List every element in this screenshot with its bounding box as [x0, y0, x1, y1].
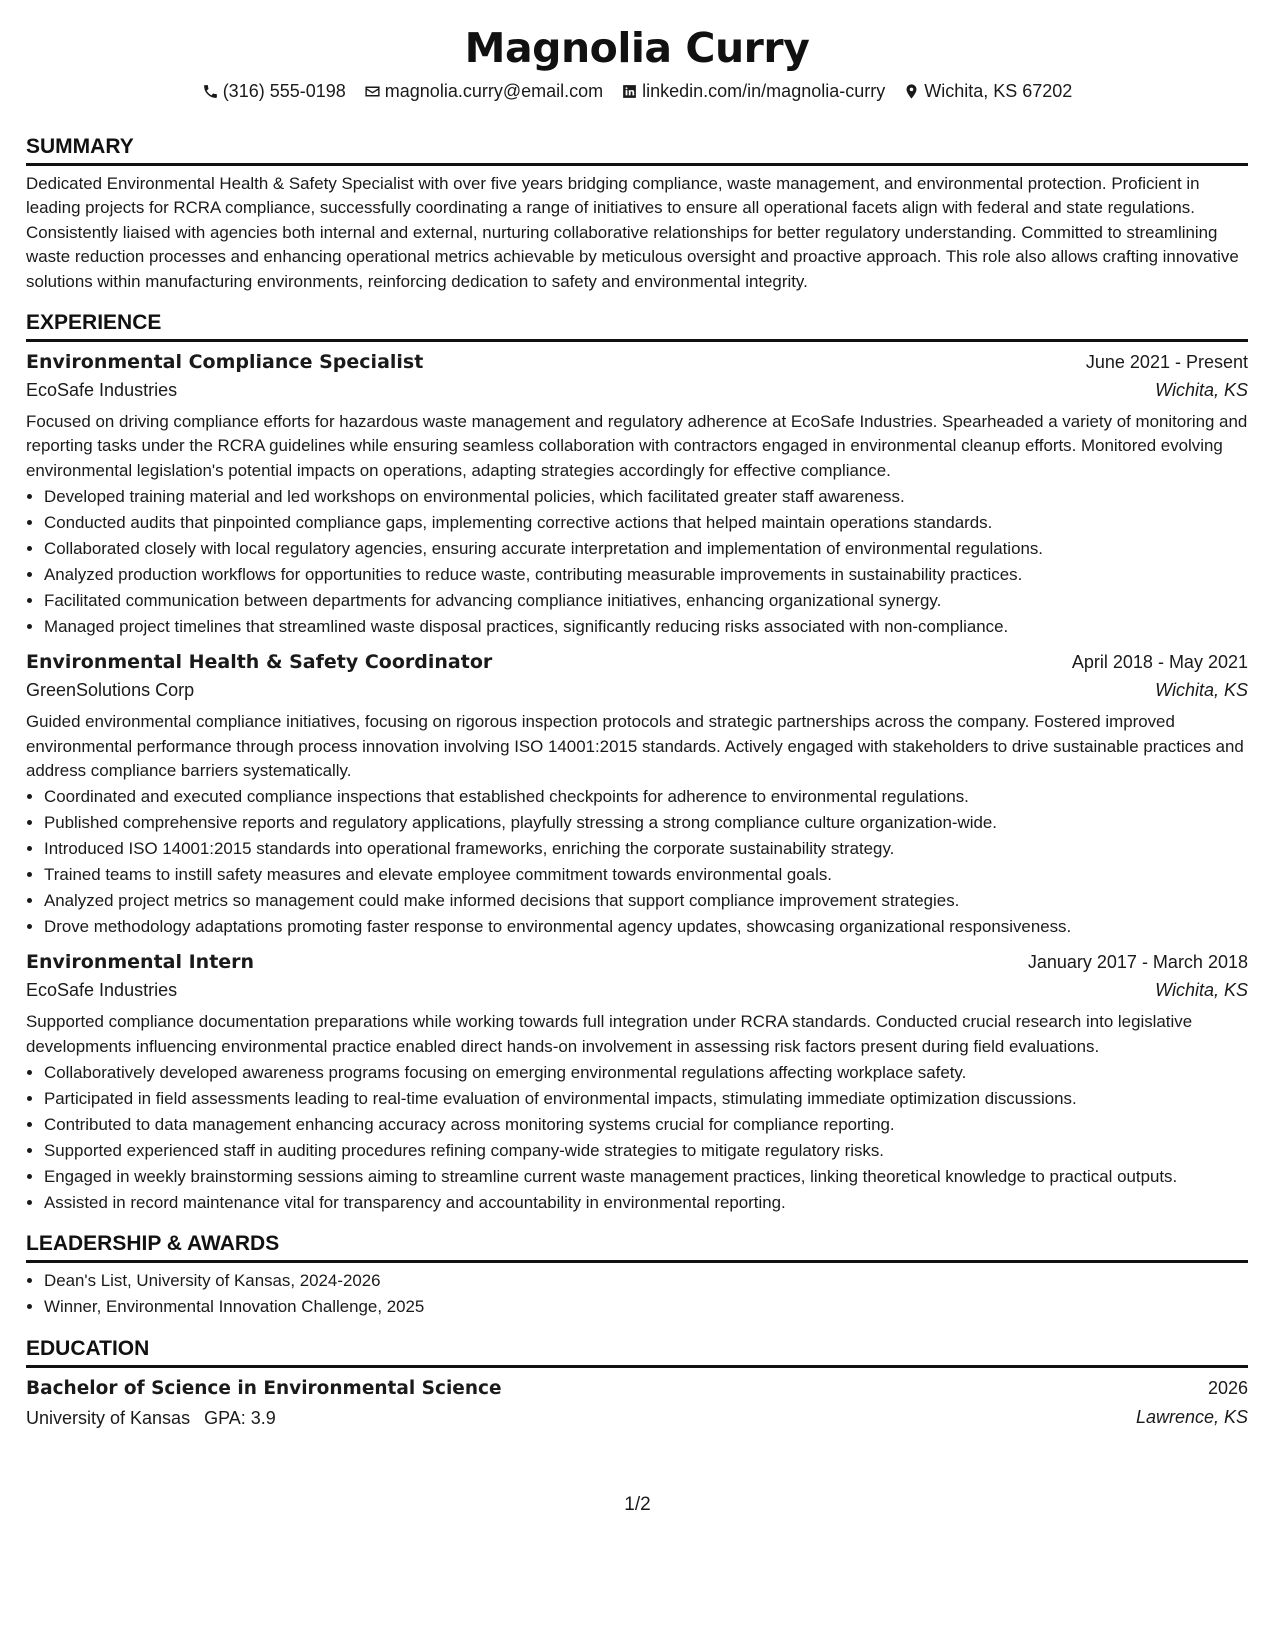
list-item: • Assisted in record maintenance vital for transparency and accountability in environmental reporting. — [44, 1191, 1248, 1215]
job-title: Environmental Health & Safety Coordinator — [26, 651, 493, 674]
awards-list — [26, 1269, 1248, 1319]
job-location: Wichita, KS — [1155, 380, 1248, 401]
list-item: • Trained teams to instill safety measures and elevate employee commitment towards environmental goals. — [44, 863, 1248, 887]
education-school: University of Kansas — [26, 1407, 191, 1428]
email-text: magnolia.curry@email.com — [384, 81, 604, 101]
list-item: • Published comprehensive reports and regulatory applications, playfully stressing a strong compliance culture organization-wide. — [44, 811, 1248, 835]
list-item: • Supported experienced staff in auditing procedures refining company-wide strategies to mitigate regulatory risks. — [44, 1139, 1248, 1163]
contact-bar — [26, 78, 1248, 104]
linkedin-text: linkedin.com/in/magnolia-curry — [642, 81, 886, 101]
job-entry — [26, 348, 1248, 639]
page-number: 1/2 — [624, 1494, 651, 1515]
job-location: Wichita, KS — [1155, 680, 1248, 701]
list-item: • Coordinated and executed compliance inspections that established checkpoints for adherence to environmental regulations. — [44, 785, 1248, 809]
education-year: 2026 — [1207, 1377, 1248, 1398]
job-description: Supported compliance documentation preparations while working towards full integration under RCRA standards. Conducted crucial research into legislative developments influencing environmental practice enabled direct hands-on involvement in assessing risk factors present during field evaluations. — [26, 1012, 1193, 1056]
education-gpa: GPA: 3.9 — [204, 1407, 276, 1428]
list-item: • Collaborated closely with local regulatory agencies, ensuring accurate interpretation and implementation of environmental regulations. — [44, 537, 1248, 561]
location-text: Wichita, KS 67202 — [924, 81, 1073, 101]
list-item: • Introduced ISO 14001:2015 standards into operational frameworks, enriching the corporate sustainability strategy. — [44, 837, 1248, 861]
job-dates: June 2021 - Present — [1085, 352, 1248, 373]
job-company: EcoSafe Industries — [26, 380, 178, 401]
job-company: GreenSolutions Corp — [26, 680, 195, 701]
contact-phone[interactable] — [202, 78, 346, 104]
education-degree: Bachelor of Science in Environmental Science — [26, 1377, 502, 1399]
resume-page — [26, 0, 1248, 1433]
awards-section — [26, 1231, 1248, 1319]
envelope-icon — [364, 83, 381, 100]
job-title: Environmental Compliance Specialist — [26, 351, 424, 374]
list-item: • Managed project timelines that streamlined waste disposal practices, significantly reducing risks associated with non-compliance. — [44, 615, 1248, 639]
list-item: • Engaged in weekly brainstorming sessions aiming to streamline current waste management practices, linking theoretical knowledge to practical outputs. — [44, 1165, 1248, 1189]
list-item: • Conducted audits that pinpointed compliance gaps, implementing corrective actions that helped maintain operations standards. — [44, 511, 1248, 535]
contact-email[interactable] — [364, 78, 603, 104]
job-dates: April 2018 - May 2021 — [1071, 652, 1248, 673]
list-item: • Developed training material and led workshops on environmental policies, which facilitated greater staff awareness. — [44, 485, 1248, 509]
phone-icon — [202, 83, 219, 100]
job-bullets — [26, 785, 1248, 939]
list-item: • Winner, Environmental Innovation Challenge, 2025 — [44, 1295, 1248, 1319]
phone-text: (316) 555-0198 — [222, 81, 346, 101]
job-bullets — [26, 1061, 1248, 1215]
job-dates: January 2017 - March 2018 — [1027, 952, 1248, 973]
job-description: Focused on driving compliance efforts for hazardous waste management and regulatory adherence at EcoSafe Industries. Spearheaded a variety of monitoring and reporting tasks under the RCRA guidelines while ensuring seamless collaboration with contractors engaged in environmental cleanup efforts. Monitored evolving environmental legislation's potential impacts on operations, adapting strategies accordingly for effective compliance. — [26, 412, 1248, 480]
experience-heading: EXPERIENCE — [26, 310, 1248, 342]
education-location: Lawrence, KS — [1135, 1406, 1248, 1427]
list-item: • Dean's List, University of Kansas, 2024-2026 — [44, 1269, 1248, 1293]
job-entry — [26, 948, 1248, 1215]
list-item: • Contributed to data management enhancing accuracy across monitoring systems crucial for compliance reporting. — [44, 1113, 1248, 1137]
summary-text: Dedicated Environmental Health & Safety Specialist with over five years bridging compliance, waste management, and environmental protection. Proficient in leading projects for RCRA compliance, successfully coordinating a range of initiatives to ensure all operational facets align with federal and state regulations. Consistently liaised with agencies both internal and external, nurturing collaborative relationships for better regulatory understanding. Committed to streamlining waste reduction processes and enhancing operational metrics achievable by meticulous oversight and proactive approach. This role also allows crafting innovative solutions within manufacturing environments, reinforcing dedication to safety and environmental integrity. — [26, 174, 1239, 291]
candidate-name: Magnolia Curry — [464, 24, 810, 72]
list-item: • Facilitated communication between departments for advancing compliance initiatives, enhancing organizational synergy. — [44, 589, 1248, 613]
job-description: Guided environmental compliance initiatives, focusing on rigorous inspection protocols and strategic partnerships across the company. Fostered improved environmental performance through process innovation involving ISO 14001:2015 standards. Actively engaged with stakeholders to drive sustainable practices and address compliance barriers systematically. — [26, 712, 1244, 781]
job-bullets — [26, 485, 1248, 639]
list-item: • Analyzed project metrics so management could make informed decisions that support compliance improvement strategies. — [44, 889, 1248, 913]
education-heading: EDUCATION — [26, 1336, 1248, 1368]
contact-linkedin[interactable] — [621, 78, 885, 104]
map-pin-icon — [903, 83, 920, 100]
job-title: Environmental Intern — [26, 951, 255, 974]
list-item: • Participated in field assessments leading to real-time evaluation of environmental impacts, stimulating immediate optimization discussions. — [44, 1087, 1248, 1111]
contact-location — [903, 78, 1072, 104]
list-item: • Drove methodology adaptations promoting faster response to environmental agency updates, showcasing organizational responsiveness. — [44, 915, 1248, 939]
linkedin-icon — [621, 83, 638, 100]
summary-heading: SUMMARY — [26, 134, 1248, 166]
list-item: • Collaboratively developed awareness programs focusing on emerging environmental regulations affecting workplace safety. — [44, 1061, 1248, 1085]
job-company: EcoSafe Industries — [26, 980, 178, 1001]
awards-heading: LEADERSHIP & AWARDS — [26, 1231, 1248, 1263]
job-entry — [26, 648, 1248, 939]
list-item: • Analyzed production workflows for opportunities to reduce waste, contributing measurable improvements in sustainability practices. — [44, 563, 1248, 587]
job-location: Wichita, KS — [1155, 980, 1248, 1001]
